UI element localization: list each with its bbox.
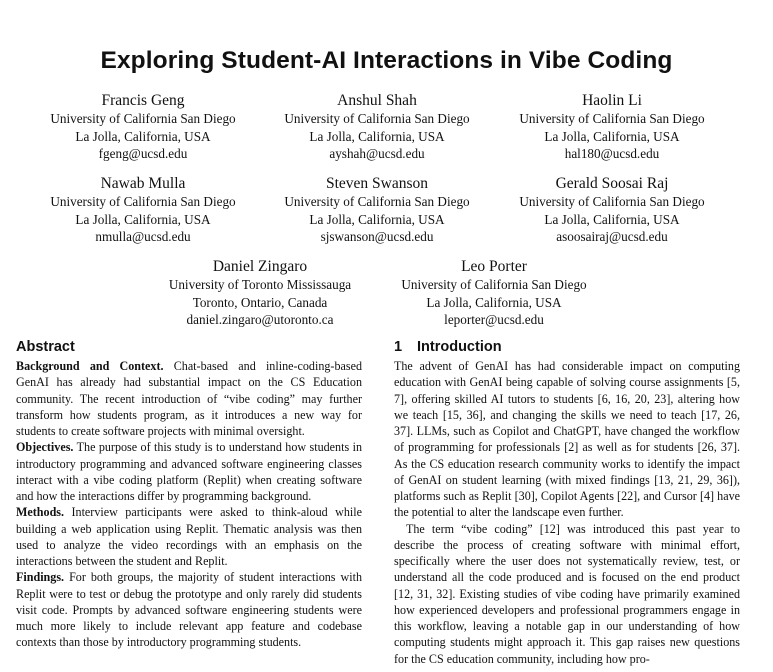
author-card <box>260 174 494 246</box>
author-location: La Jolla, California, USA <box>75 211 211 227</box>
author-location: La Jolla, California, USA <box>309 211 445 227</box>
author-card <box>377 257 611 329</box>
abstract-paragraph <box>16 358 362 439</box>
author-email[interactable]: sjswanson@ucsd.edu <box>320 229 434 244</box>
author-email[interactable]: hal180@ucsd.edu <box>564 146 660 161</box>
author-card <box>26 91 260 163</box>
abstract-paragraph-text: For both groups, the majority of student interactions with Replit were to test or debug the prototype and only rarely did students visit code. Prompts by advanced software engineering students were much more likely to include relevant app feature and codebase contexts than those by introductory programming students. <box>16 570 362 650</box>
author-name: Steven Swanson <box>325 175 429 192</box>
section-title: Introduction <box>417 339 502 355</box>
author-email[interactable]: fgeng@ucsd.edu <box>98 146 188 161</box>
author-card <box>26 174 260 246</box>
author-name: Haolin Li <box>582 92 642 109</box>
abstract-paragraph <box>16 569 362 650</box>
author-email[interactable]: ayshah@ucsd.edu <box>329 146 425 161</box>
author-affiliation: University of Toronto Mississauga <box>168 277 352 292</box>
author-affiliation: University of California San Diego <box>401 277 587 292</box>
abstract-heading: Abstract <box>16 339 75 355</box>
author-name: Leo Porter <box>461 258 527 275</box>
author-affiliation: University of California San Diego <box>519 111 705 126</box>
author-affiliation: University of California San Diego <box>50 194 236 209</box>
author-email[interactable]: daniel.zingaro@utoronto.ca <box>186 312 334 327</box>
abstract-paragraph <box>16 504 362 569</box>
author-name: Nawab Mulla <box>100 175 186 192</box>
abstract-body <box>16 358 362 651</box>
abstract-paragraph-text: Chat-based and inline-coding-based GenAI has already had substantial impact on the CS Education community. The recent introduction of “vibe coding” may further transform how students program, as it introduces a new way for students to create software projects with minimal oversight. <box>16 359 362 438</box>
author-card <box>143 257 377 329</box>
paper-title: Exploring Student-AI Interactions in Vibe Coding <box>100 47 673 74</box>
author-location: La Jolla, California, USA <box>544 128 680 144</box>
author-name: Anshul Shah <box>337 92 417 109</box>
introduction-paragraph: The advent of GenAI has had considerable impact on computing education with GenAI being capable of solving course assignments [5, 7], offering skilled AI tutors to students [6, 16, 20, 23], altering how we teach [15, 36], and changing the skills we need to teach [17, 26, 37]. LLMs, such as Copilot and ChatGPT, have changed the workflow of programming for professionals [2] as well as for students [26, 37]. As the CS education research community works to identify the impact of GenAI on student learning (with mixed findings [13, 21, 29, 36]), platforms such as Replit [30], Copilot Agents [22], and Cursor [4] have the potential to alter the landscape even further. <box>394 359 740 520</box>
author-affiliation: University of California San Diego <box>284 194 470 209</box>
author-email[interactable]: leporter@ucsd.edu <box>444 312 544 327</box>
author-email[interactable]: nmulla@ucsd.edu <box>95 229 191 244</box>
author-affiliation: University of California San Diego <box>50 111 236 126</box>
introduction-paragraph: The term “vibe coding” [12] was introduced this past year to describe the process of creating software with minimal effort, specifically where the user does not systematically review, test, or understand all the code produced and is focused on the end product [12, 31, 32]. Existing studies of vibe coding have primarily examined how experienced developers and professional programmers engage in this workflow, leaving a notable gap in our understanding of how computing students might approach it. This gap raises new questions for the CS education community, including how pro- <box>394 521 740 666</box>
author-affiliation: University of California San Diego <box>284 111 470 126</box>
introduction-body <box>394 358 740 667</box>
author-name: Francis Geng <box>101 92 185 109</box>
author-location: Toronto, Ontario, Canada <box>192 294 328 310</box>
introduction-heading <box>394 337 740 357</box>
author-location: La Jolla, California, USA <box>75 128 211 144</box>
author-card <box>495 174 729 246</box>
author-location: La Jolla, California, USA <box>426 294 562 310</box>
section-number: 1 <box>394 339 403 355</box>
author-card <box>495 91 729 163</box>
author-card <box>260 91 494 163</box>
author-affiliation: University of California San Diego <box>519 194 705 209</box>
introduction-column <box>394 337 740 667</box>
abstract-paragraph-label: Background and Context. <box>16 359 164 373</box>
abstract-column <box>16 337 362 651</box>
author-location: La Jolla, California, USA <box>544 211 680 227</box>
abstract-paragraph-text: The purpose of this study is to understand how students in introductory programming and advanced software engineering classes interact with a vibe coding platform (Replit) when creating software and how the interactions differ by programming background. <box>16 440 362 503</box>
abstract-paragraph <box>16 439 362 504</box>
author-location: La Jolla, California, USA <box>309 128 445 144</box>
author-email[interactable]: asoosairaj@ucsd.edu <box>556 229 668 244</box>
abstract-paragraph-label: Findings. <box>16 570 65 585</box>
author-name: Daniel Zingaro <box>212 258 308 275</box>
abstract-paragraph-label: Methods. <box>16 505 65 520</box>
abstract-paragraph-label: Objectives. <box>16 440 74 455</box>
abstract-paragraph-text: Interview participants were asked to think-aloud while building a web application using Replit. Thematic analysis was then used to analyze the video recordings with an emphasis on the interactions between the student and Replit. <box>16 505 362 568</box>
author-name: Gerald Soosai Raj <box>555 175 669 192</box>
